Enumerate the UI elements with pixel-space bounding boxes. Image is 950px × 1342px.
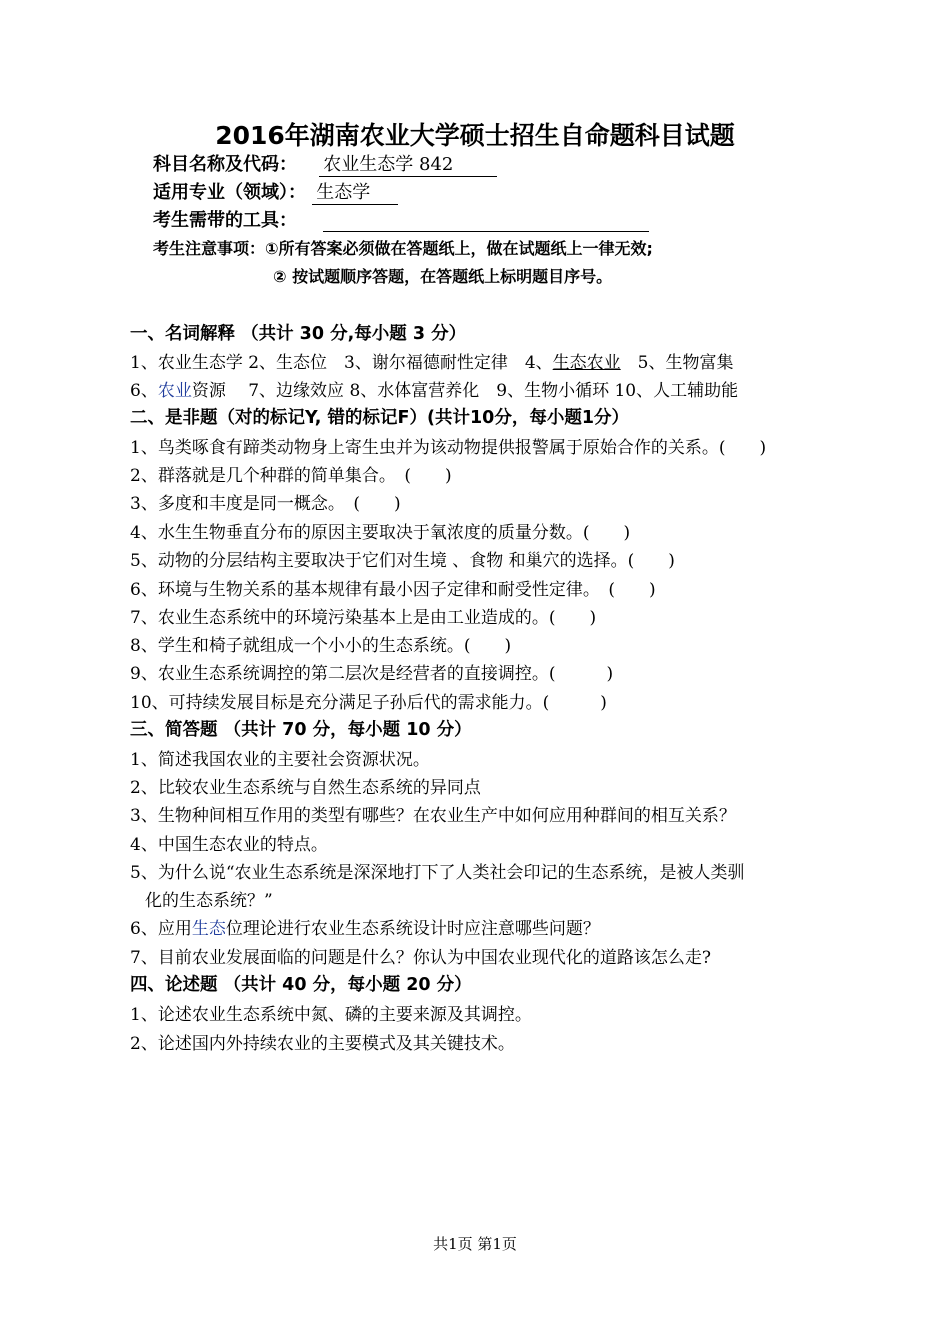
term-text: 5、生物富集 — [620, 353, 734, 373]
section-1-line-1 — [130, 348, 734, 373]
tools-row — [153, 206, 649, 232]
major-row — [153, 178, 398, 205]
section-1-line-2 — [130, 376, 738, 401]
short-answer-item: 3、生物种间相互作用的类型有哪些？在农业生产中如何应用种群间的相互关系？ — [130, 806, 736, 826]
term-text: 资源 7、边缘效应 8、水体富营养化 9、生物小循环 10、人工辅助能 — [191, 381, 739, 401]
exam-title: 2016年湖南农业大学硕士招生自命题科目试题 — [215, 121, 735, 150]
tools-label: 考生需带的工具： — [153, 210, 297, 231]
agriculture-link[interactable]: 农业 — [157, 381, 192, 401]
tf-item: 9、农业生态系统调控的第二层次是经营者的直接调控。( ) — [130, 664, 614, 684]
term-eco-agriculture: 生态农业 — [552, 353, 621, 373]
section-2-heading: 二、是非题（对的标记Y, 错的标记F）(共计10分，每小题1分） — [130, 408, 629, 428]
tf-item: 4、水生生物垂直分布的原因主要取决于氧浓度的质量分数。( ) — [130, 523, 631, 543]
short-answer-item: 1、简述我国农业的主要社会资源状况。 — [130, 750, 430, 770]
notice-line-2: ② 按试题顺序答题，在答题纸上标明题目序号。 — [273, 267, 613, 286]
major-label: 适用专业（领域）： — [153, 182, 306, 203]
short-answer-item-continued: 化的生态系统？” — [145, 891, 273, 911]
subject-row — [153, 150, 497, 177]
essay-item: 1、论述农业生态系统中氮、磷的主要来源及其调控。 — [130, 1005, 532, 1025]
ecology-link[interactable]: 生态 — [191, 919, 226, 939]
section-3-heading: 三、简答题 （共计 70 分，每小题 10 分） — [130, 720, 472, 740]
short-answer-item: 4、中国生态农业的特点。 — [130, 835, 328, 855]
short-answer-item: 2、比较农业生态系统与自然生态系统的异同点 — [130, 778, 481, 798]
term-text: 6、 — [130, 381, 158, 401]
page-footer: 共1页 第1页 — [433, 1235, 517, 1253]
item-text: 位理论进行农业生态系统设计时应注意哪些问题？ — [225, 919, 600, 939]
tf-item: 8、学生和椅子就组成一个小小的生态系统。( ) — [130, 636, 512, 656]
tf-item: 3、多度和丰度是同一概念。 ( ) — [130, 494, 401, 514]
section-1-heading: 一、名词解释 （共计 30 分,每小题 3 分） — [130, 324, 467, 344]
tf-item: 1、鸟类啄食有蹄类动物身上寄生虫并为该动物提供报警属于原始合作的关系。( ) — [130, 438, 767, 458]
tf-item: 2、群落就是几个种群的简单集合。 ( ) — [130, 466, 452, 486]
tf-item: 6、环境与生物关系的基本规律有最小因子定律和耐受性定律。 ( ) — [130, 580, 656, 600]
item-text: 6、应用 — [130, 919, 192, 939]
short-answer-item: 7、目前农业发展面临的问题是什么？你认为中国农业现代化的道路该怎么走? — [130, 948, 711, 968]
short-answer-item: 5、为什么说“农业生态系统是深深地打下了人类社会印记的生态系统，是被人类驯 — [130, 863, 745, 883]
tf-item: 7、农业生态系统中的环境污染基本上是由工业造成的。( ) — [130, 608, 597, 628]
subject-label: 科目名称及代码： — [153, 154, 297, 175]
major-value: 生态学 — [312, 178, 398, 205]
essay-item: 2、论述国内外持续农业的主要模式及其关键技术。 — [130, 1034, 515, 1054]
tools-blank — [323, 211, 649, 232]
short-answer-item — [130, 914, 600, 939]
tf-item: 5、动物的分层结构主要取决于它们对生境 、食物 和巢穴的选择。( ) — [130, 551, 675, 571]
tf-item: 10、可持续发展目标是充分满足子孙后代的需求能力。( ) — [130, 693, 607, 713]
notice-line-1: 考生注意事项：①所有答案必须做在答题纸上，做在试题纸上一律无效; — [153, 239, 653, 258]
section-4-heading: 四、论述题 （共计 40 分，每小题 20 分） — [130, 975, 472, 995]
subject-value: 农业生态学 842 — [319, 150, 497, 177]
term-text: 1、农业生态学 2、生态位 3、谢尔福德耐性定律 4、 — [130, 353, 553, 373]
